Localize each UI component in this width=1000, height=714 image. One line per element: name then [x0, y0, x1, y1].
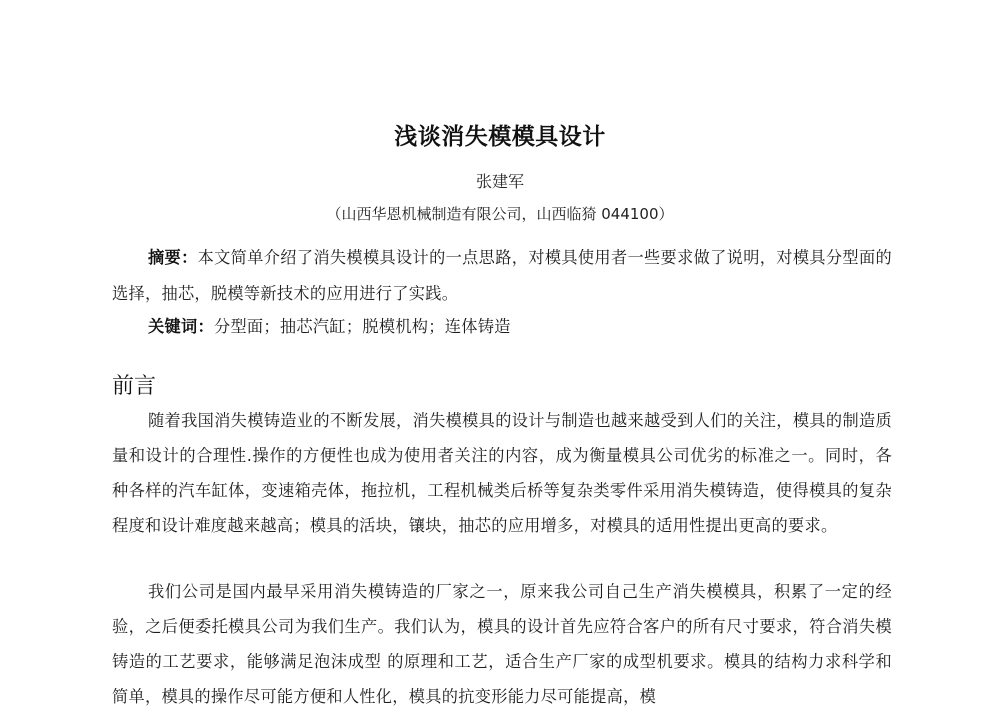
author-name: 张建军	[475, 172, 524, 191]
paper-title: 浅谈消失模模具设计	[394, 124, 606, 150]
keywords-text: 分型面；抽芯汽缸；脱模机构；连体铸造	[213, 317, 511, 336]
abstract-text: 本文简单介绍了消失模模具设计的一点思路，对模具使用者一些要求做了说明，对模具分型面的选择，抽芯，脱模等新技术的应用进行了实践。	[112, 248, 892, 303]
body-paragraph: 随着我国消失模铸造业的不断发展，消失模模具的设计与制造也越来越受到人们的关注，模具的制造质量和设计的合理性.操作的方便性也成为使用者关注的内容，成为衡量模具公司优劣的标准之一。同时，各种各样的汽车缸体，变速箱壳体，拖拉机，工程机械类后桥等复杂类零件采用消失模铸造，使得模具的复杂程度和设计难度越来越高；模具的活块，镶块，抽芯的应用增多，对模具的适用性提出更高的要求。	[112, 411, 892, 535]
body-paragraph: 我们公司是国内最早采用消失模铸造的厂家之一，原来我公司自己生产消失模模具，积累了一定的经验，之后便委托模具公司为我们生产。我们认为，模具的设计首先应符合客户的所有尺寸要求，符合消失模铸造的工艺要求，能够满足泡沫成型 的原理和工艺，适合生产厂家的成型机要求。模具的结构力求科学和简单，模具的操作尽可能方便和人性化，模具的抗变形能力尽可能提高，模	[112, 582, 892, 706]
keywords	[112, 311, 892, 343]
abstract	[112, 240, 892, 312]
section-heading: 前言	[112, 374, 157, 399]
keywords-label: 关键词：	[148, 317, 214, 336]
author-affiliation: （山西华恩机械制造有限公司，山西临猗 044100）	[326, 205, 674, 223]
abstract-label: 摘要：	[148, 248, 198, 267]
